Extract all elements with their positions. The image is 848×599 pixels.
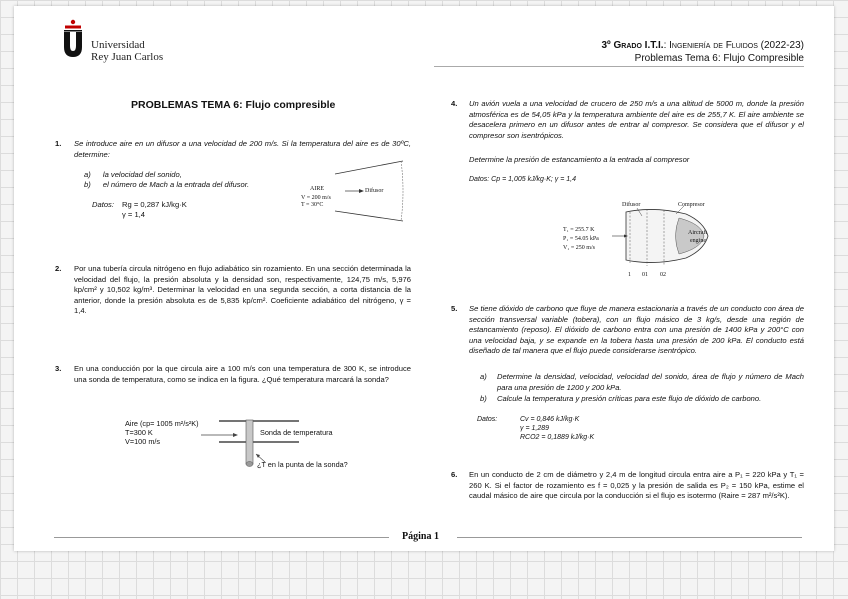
- problem-1-fig-velocity: V = 200 m/s: [301, 195, 331, 201]
- problem-4-datos: Datos: Cp = 1,005 kJ/kg·K; γ = 1,4: [469, 176, 576, 183]
- problem-5-text: Se tiene dióxido de carbono que fluye de manera estacionaria a través de un conducto con área de sección transversal variable (tobera), con un flujo másico de 3 kg/s, desde una región de estancamiento (reposo). El dióxido de carbono entra con una presión de 1400 kPa y 200°C con una velocidad baja, y se expande en la tobera hasta una presión de 200 kPa. El conducto está diseñado de tal manera que el flujo puede considerarse isentrópico.: [469, 304, 804, 355]
- problem-4-number: 4.: [451, 99, 458, 108]
- problem-2-text: Por una tubería circula nitrógeno en flujo adiabático sin rozamiento. En una sección determinada la velocidad del flujo, la presión absoluta y la densidad son, respectivamente, 124,75 m/s, 5,976 kp/cm² y 10,502 kg/m³. Determinar la velocidad en una segunda sección, a corta distancia de la anterior, donde la presión absoluta es de 5,835 kp/cm². Coeficiente adiabático del nitrógeno, γ = 1,4.: [74, 264, 411, 315]
- course-subtitle: Problemas Tema 6: Flujo Compresible: [634, 53, 804, 64]
- problem-4-fig-station-02: 02: [660, 272, 666, 278]
- problem-1-number: 1.: [55, 139, 62, 148]
- document-page: [14, 6, 834, 551]
- problem-4-fig-aircraft: Aircraft: [688, 230, 707, 236]
- problem-1-item-b-text: el número de Mach a la entrada del difusor.: [102, 180, 250, 189]
- problem-5-datos-gamma: γ = 1,289: [520, 425, 549, 432]
- course-header: 3º Grado I.T.I.: Ingeniería de Fluidos (2022-23) Problemas Tema 6: Flujo Compresible: [464, 39, 804, 65]
- problem-4-task: Determine la presión de estancamiento a la entrada al compresor: [469, 155, 690, 164]
- header-rule: [434, 66, 804, 67]
- urjc-crown-u-icon: [59, 18, 87, 58]
- problem-5-item-b-text: Calcule la temperatura y presión críticas para este flujo de dióxido de carbono.: [497, 394, 762, 403]
- problem-3-fig-t: T=300 K: [125, 428, 153, 437]
- problem-5-item-b-marker: b): [480, 394, 487, 403]
- problem-5-datos-cv: Cv = 0,846 kJ/kg·K: [520, 416, 580, 423]
- problem-2-number: 2.: [55, 264, 62, 273]
- problem-1-item-b-marker: b): [84, 180, 91, 189]
- problem-4-fig-station-1: 1: [628, 272, 631, 278]
- problem-3-fig-question: ¿T en la punta de la sonda?: [257, 460, 348, 469]
- problem-1-datos-label: Datos:: [92, 200, 114, 209]
- problem-5-datos-r: RCO2 = 0,1889 kJ/kg·K: [520, 434, 595, 441]
- page-number: Página 1: [402, 531, 439, 542]
- problem-1-datos: [92, 200, 114, 211]
- problem-4-text: Un avión vuela a una velocidad de crucero de 250 m/s a una altitud de 5000 m, donde la presión atmosférica es de 54,05 kPa y la temperatura ambiente del aire es de 255,7 K. El aire ambiente se desacelera primero en un difusor antes de entrar al compresor. Se considera que el difusor y el compresor son isentrópicos.: [469, 99, 804, 140]
- problem-4-fig-t1: T₁ = 255.7 K: [563, 227, 595, 233]
- problem-3-probe-figure: [199, 414, 304, 494]
- problem-4-fig-difusor: Difusor: [622, 202, 641, 208]
- problem-5-datos-label: Datos:: [477, 416, 498, 423]
- university-name-line1: Universidad: [91, 39, 145, 51]
- problem-1-item-a-marker: a): [84, 170, 91, 179]
- problem-5-item-a-marker: a): [480, 372, 487, 381]
- problem-3-number: 3.: [55, 364, 62, 373]
- problem-1-fig-temperature: T = 30°C: [301, 202, 324, 208]
- problem-1-datos-gamma: γ = 1,4: [122, 210, 146, 219]
- footer-rule-left: [54, 537, 389, 538]
- problem-5-item-a-text: Determine la densidad, velocidad, velocidad del sonido, área de flujo y número de Mach para una presión de 1200 y 200 kPa.: [497, 372, 804, 392]
- problem-4-fig-v1: V₁ = 250 m/s: [563, 245, 595, 251]
- problem-3-fig-aire: Aire (cp= 1005 m²/s²K): [125, 419, 199, 428]
- problem-6-number: 6.: [451, 470, 458, 479]
- problem-3-text: En una conducción por la que circula aire a 100 m/s con una temperatura de 300 K, se introduce una sonda de temperatura, como se indica en la figura. ¿Qué temperatura marcará la sonda?: [74, 364, 411, 384]
- course-grado: Grado I.T.I.: [613, 40, 664, 51]
- course-subject: Ingeniería de Fluidos (2022-23): [669, 40, 804, 51]
- problem-1-fig-aire: AIRE: [310, 186, 324, 192]
- footer-rule-right: [457, 537, 802, 538]
- problem-5-number: 5.: [451, 304, 458, 313]
- problem-1-item-b: [84, 180, 249, 191]
- problem-4-fig-station-01: 01: [642, 272, 648, 278]
- problem-1-text: Se introduce aire en un difusor a una velocidad de 200 m/s. Si la temperatura del aire es de 30ºC, determine:: [74, 139, 411, 159]
- problem-3-fig-sonda: Sonda de temperatura: [260, 428, 333, 437]
- problem-1-item-a: [84, 170, 182, 181]
- university-logo: [59, 18, 87, 58]
- problem-6-text: En un conducto de 2 cm de diámetro y 2,4 m de longitud circula entra aire a P₁ = 220 kPa y T₁ = 260 K. Si el factor de rozamiento es f = 0,025 y la presión de salida es P₂ = 150 kPa, estime el caudal másico de aire que circula por la conducción si el flujo es isotermo (Raire = 287 m²/s²K).: [469, 470, 804, 500]
- problem-3-fig-v: V=100 m/s: [125, 437, 161, 446]
- page-title: PROBLEMAS TEMA 6: Flujo compresible: [131, 99, 336, 111]
- problem-1-item-a-text: la velocidad del sonido,: [102, 170, 182, 179]
- problem-4-fig-p1: P₁ = 54.05 kPa: [563, 236, 599, 242]
- course-year: 3º: [601, 40, 611, 51]
- problem-4-fig-compresor: Compresor: [678, 202, 705, 208]
- problem-1-fig-difusor: Difusor: [365, 188, 384, 194]
- problem-1-datos-r: Rg = 0,287 kJ/kg·K: [122, 200, 187, 209]
- problem-4-fig-engine: engine: [690, 238, 706, 244]
- university-name-line2: Rey Juan Carlos: [91, 51, 164, 63]
